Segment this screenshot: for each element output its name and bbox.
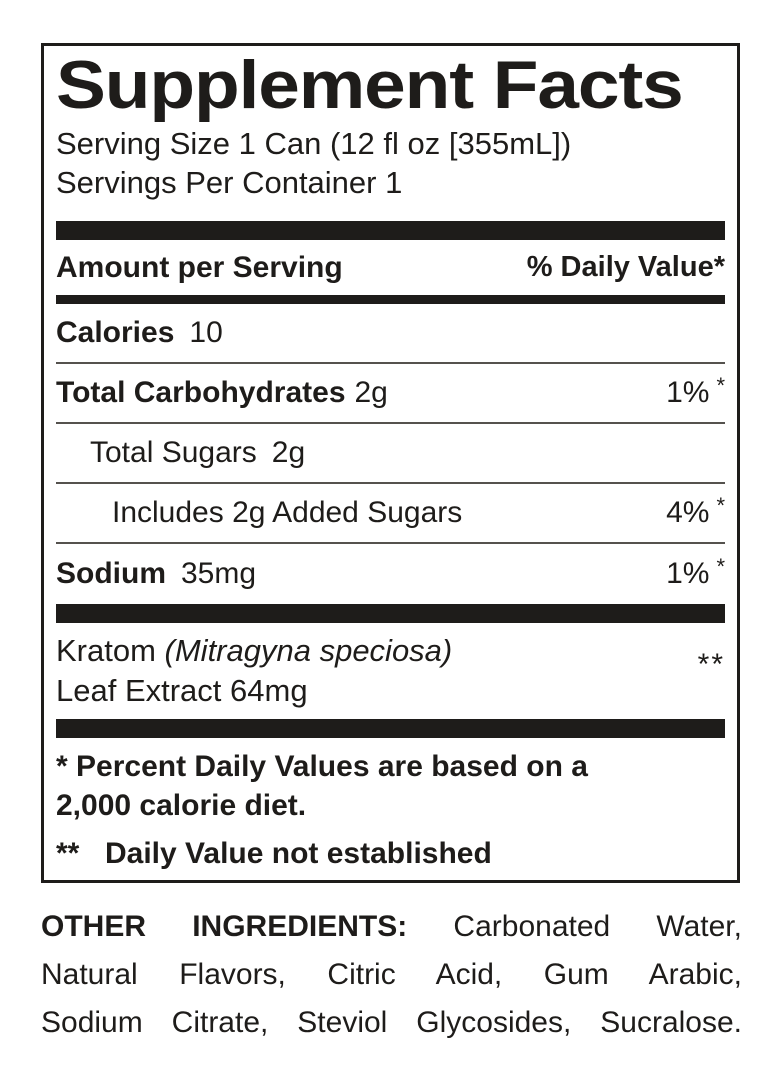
servings-per-container-line: Servings Per Container 1 — [56, 165, 403, 200]
separator-thick-bottom — [56, 719, 725, 738]
daily-value-cell — [666, 373, 725, 410]
nutrient-label: Total Carbohydrates — [56, 376, 346, 409]
footnote-daily-values-line2: 2,000 calorie diet. — [56, 789, 307, 822]
daily-value-cell — [666, 493, 725, 530]
other-ingredients-label: OTHER INGREDIENTS: — [41, 910, 408, 943]
daily-value-header: % Daily Value* — [526, 251, 725, 283]
daily-value-asterisk: * — [716, 554, 725, 579]
nutrient-label: Sodium — [56, 557, 166, 590]
nutrient-row-calories — [56, 304, 725, 364]
nutrient-amount: 2g — [271, 436, 306, 469]
footnote-marker: ** — [56, 837, 80, 870]
footnote-text: Daily Value not established — [105, 837, 492, 870]
nutrient-row-added-sugars — [56, 484, 725, 544]
separator-thick-mid — [56, 604, 725, 623]
supplement-facts-panel — [41, 43, 740, 883]
daily-value-asterisk: * — [716, 493, 725, 518]
daily-value-cell — [666, 554, 725, 591]
daily-value-not-established-marker: ** — [697, 648, 725, 681]
botanical-name-line1 — [56, 631, 452, 671]
nutrient-label: Includes 2g Added Sugars — [112, 496, 463, 529]
daily-value-percent: 4% — [666, 496, 710, 529]
footnotes — [56, 738, 725, 873]
botanical-latin-name: (Mitragyna speciosa) — [164, 633, 453, 668]
botanical-name-line2: Leaf Extract 64mg — [56, 673, 308, 708]
separator-medium — [56, 295, 725, 304]
botanical-common-name: Kratom — [56, 633, 165, 668]
daily-value-percent: 1% — [666, 376, 710, 409]
panel-title: Supplement Facts — [56, 47, 683, 123]
other-ingredients-line3: Sodium Citrate, Steviol Glycosides, Sucralose. — [41, 1006, 742, 1039]
nutrient-amount: 10 — [189, 316, 223, 349]
column-header-row — [56, 240, 725, 295]
other-ingredients — [41, 903, 742, 1047]
nutrient-row-total-sugars — [56, 424, 725, 484]
other-ingredients-line2: Natural Flavors, Citric Acid, Gum Arabic, — [41, 958, 742, 991]
footnote-not-established — [56, 834, 725, 873]
nutrient-amount: 2g — [354, 376, 388, 409]
nutrient-label: Total Sugars — [90, 436, 257, 469]
daily-value-percent: 1% — [666, 557, 710, 590]
botanical-row-kratom — [56, 623, 725, 719]
nutrient-row-total-carbohydrates — [56, 364, 725, 424]
footnote-daily-values-line1: * Percent Daily Values are based on a — [56, 750, 588, 783]
daily-value-asterisk: * — [716, 373, 725, 398]
botanical-name — [56, 631, 452, 711]
serving-size-line: Serving Size 1 Can (12 fl oz [355mL]) — [56, 126, 572, 161]
amount-per-serving-header: Amount per Serving — [56, 250, 343, 284]
nutrient-label: Calories — [56, 316, 175, 349]
other-ingredients-line1 — [41, 903, 742, 951]
other-ingredients-line1-text: Carbonated Water, — [453, 910, 742, 943]
nutrient-row-sodium — [56, 544, 725, 604]
nutrient-amount: 35mg — [181, 557, 257, 590]
separator-thick-top — [56, 221, 725, 240]
